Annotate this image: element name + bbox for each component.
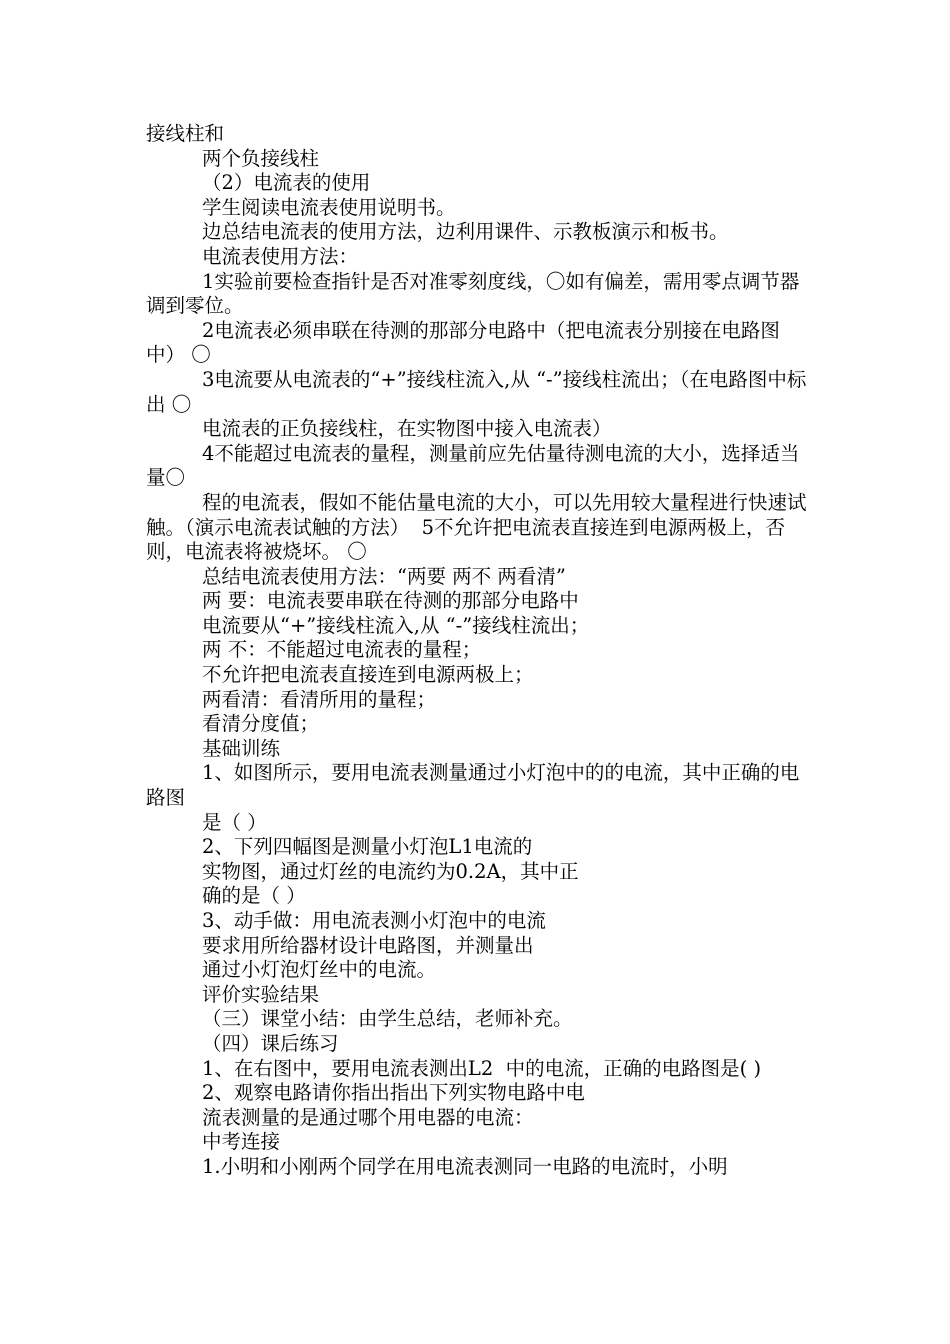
paragraph: 边总结电流表的使用方法，边利用课件、示教板演示和板书。 [202,220,729,244]
paragraph: 实物图，通过灯丝的电流约为0.2A，其中正 [202,859,579,883]
paragraph: 电流表使用方法： [202,244,359,268]
paragraph: 两个负接线柱 [202,146,320,170]
section-heading: 基础训练 [202,736,281,760]
document-body [146,122,810,1180]
paragraph: 流表测量的是通过哪个用电器的电流： [202,1105,534,1129]
paragraph: 不允许把电流表直接连到电源两极上； [202,663,534,687]
paragraph: 确的是（ ） [202,884,306,908]
exercise-item: 2、观察电路请你指出指出下列实物电路中电 [202,1081,585,1105]
paragraph: 通过小灯泡灯丝中的电流。 [202,958,437,982]
exercise-item: 3、动手做：用电流表测小灯泡中的电流 [202,909,546,932]
section-heading: （三）课堂小结：由学生总结，老师补充。 [202,1007,573,1031]
paragraph: 接线柱和 [146,122,225,145]
paragraph: 看清分度值； [202,712,320,736]
paragraph: 程的电流表，假如不能估量电流的大小，可以先用较大量程进行快速试触。（演示电流表试触的方法） 5不允许把电流表直接连到电源两极上，否则，电流表将被烧坏。 〇 [146,490,807,564]
paragraph: 3电流要从电流表的“+”接线柱流入,从 “-”接线柱流出；（在电路图中标出 〇 [146,367,807,416]
paragraph: 总结电流表使用方法：“两要 两不 两看清” [202,564,566,588]
exercise-item: 2、下列四幅图是测量小灯泡L1电流的 [202,835,533,859]
paragraph: 是（ ） [202,810,267,834]
paragraph: 要求用所给器材设计电路图，并测量出 [202,933,534,957]
paragraph: 电流要从“+”接线柱流入,从 “-”接线柱流出； [202,613,590,637]
paragraph: 学生阅读电流表使用说明书。 [202,195,456,219]
paragraph: 两 不：不能超过电流表的量程； [202,638,482,662]
section-heading: 评价实验结果 [202,982,320,1006]
paragraph: 1实验前要检查指针是否对准零刻度线，〇如有偏差，需用零点调节器调到零位。 [146,269,800,318]
section-heading: （2）电流表的使用 [202,171,371,195]
exercise-item: 1、如图所示，要用电流表测量通过小灯泡中的的电流，其中正确的电路图 [146,761,800,810]
section-heading: （四）课后练习 [202,1031,339,1055]
paragraph: 两 要：电流表要串联在待测的那部分电路中 [202,589,579,613]
exercise-item: 1.小明和小刚两个同学在用电流表测同一电路的电流时，小明 [202,1154,728,1178]
paragraph: 电流表的正负接线柱，在实物图中接入电流表） [202,417,612,441]
exercise-item: 1、在右图中，要用电流表测出L2 中的电流，正确的电路图是( ) [202,1056,762,1080]
paragraph: 4不能超过电流表的量程，测量前应先估量待测电流的大小，选择适当量〇 [146,441,800,490]
paragraph: 2电流表必须串联在待测的那部分电路中（把电流表分别接在电路图中） 〇 [146,318,780,367]
paragraph: 两看清：看清所用的量程； [202,687,437,711]
section-heading: 中考连接 [202,1130,281,1154]
